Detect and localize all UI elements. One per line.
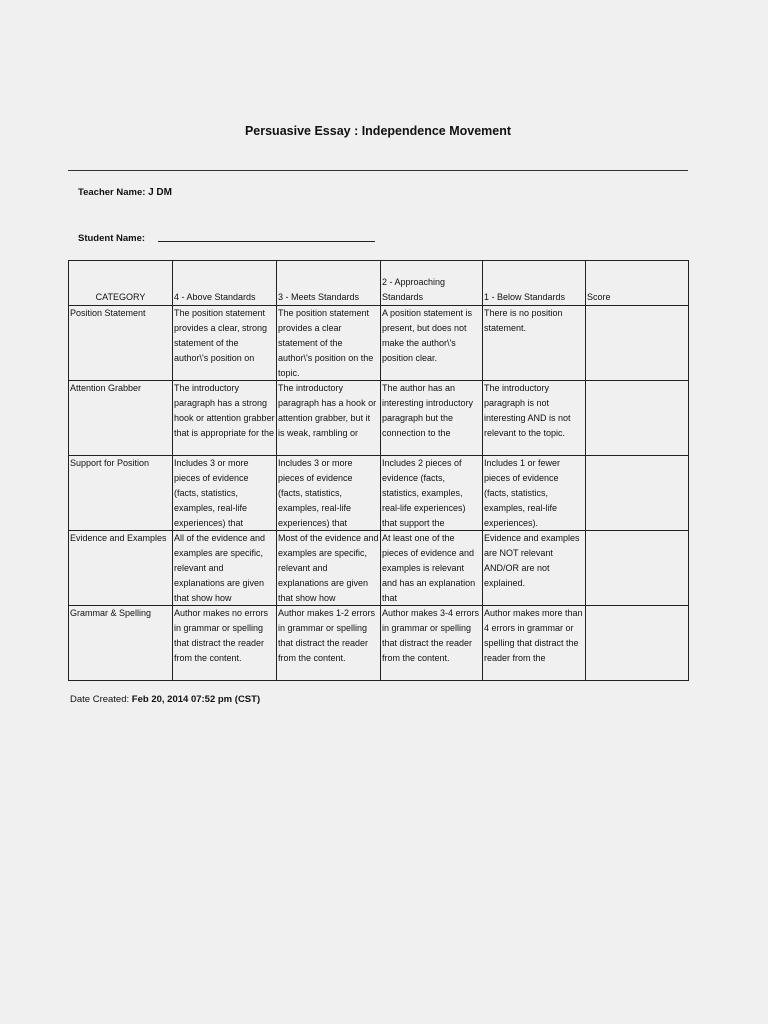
header-level-4: 4 - Above Standards (173, 261, 277, 306)
cell-score (586, 456, 689, 531)
cell-text: At least one of the pieces of evidence and examples is relevant and has an explanation that (382, 533, 476, 603)
cell-score (586, 606, 689, 681)
cell-text (587, 606, 687, 680)
cell-level-4 (173, 606, 277, 681)
table-row (69, 531, 689, 606)
teacher-name-field (78, 187, 172, 198)
table-row (69, 306, 689, 381)
cell-level-3 (277, 381, 381, 456)
cell-level-2 (381, 531, 483, 606)
rubric-table (68, 260, 689, 681)
cell-text: The author has an interesting introductory paragraph but the connection to the (382, 383, 474, 438)
cell-text: Author makes more than 4 errors in grammar or spelling that distract the reader from the (484, 608, 583, 663)
date-created-timezone: (CST) (234, 694, 261, 705)
cell-text: Position Statement (70, 308, 146, 318)
header-score: Score (586, 261, 689, 306)
cell-level-4 (173, 456, 277, 531)
cell-text: Author makes no errors in grammar or spelling that distract the reader from the content. (174, 608, 269, 663)
cell-text (587, 306, 687, 380)
teacher-name-value: J DM (148, 187, 172, 198)
cell-text: Attention Grabber (70, 383, 142, 393)
cell-text (587, 456, 687, 530)
header-level-3: 3 - Meets Standards (277, 261, 381, 306)
row-category (69, 606, 173, 681)
table-header-row (69, 261, 689, 306)
cell-text: Includes 1 or fewer pieces of evidence (facts, statistics, examples, real-life experiences). (484, 458, 561, 528)
cell-text (587, 531, 687, 605)
date-created (70, 694, 260, 705)
cell-text: The introductory paragraph has a hook or attention grabber, but it is weak, rambling or (278, 383, 377, 438)
cell-text: Includes 3 or more pieces of evidence (facts, statistics, examples, real-life experiences) that (278, 458, 353, 528)
teacher-name-label: Teacher Name: (78, 187, 146, 198)
header-level-2: 2 - Approaching Standards (381, 261, 483, 306)
row-category (69, 381, 173, 456)
table-row (69, 456, 689, 531)
table-row (69, 606, 689, 681)
student-name-line (158, 241, 375, 242)
cell-level-1 (483, 531, 586, 606)
cell-score (586, 306, 689, 381)
student-name-label: Student Name: (78, 233, 146, 244)
cell-text: Evidence and examples are NOT relevant AND/OR are not explained. (484, 533, 580, 588)
cell-text: Evidence and Examples (70, 533, 167, 543)
cell-level-3 (277, 531, 381, 606)
cell-text (587, 381, 687, 455)
cell-text: Author makes 3-4 errors in grammar or spelling that distract the reader from the content. (382, 608, 480, 663)
cell-level-3 (277, 606, 381, 681)
row-category (69, 306, 173, 381)
cell-text: The introductory paragraph is not interesting AND is not relevant to the topic. (484, 383, 571, 438)
cell-level-4 (173, 381, 277, 456)
cell-level-4 (173, 306, 277, 381)
row-category (69, 456, 173, 531)
cell-level-3 (277, 456, 381, 531)
cell-level-1 (483, 306, 586, 381)
cell-text: The position statement provides a clear, strong statement of the author\'s position on (174, 308, 268, 363)
cell-text: Support for Position (70, 458, 150, 468)
date-created-label: Date Created: (70, 694, 130, 705)
row-category (69, 531, 173, 606)
date-created-value: Feb 20, 2014 07:52 pm (131, 694, 233, 705)
cell-text: Includes 2 pieces of evidence (facts, statistics, examples, real-life experiences) that support the (382, 458, 466, 528)
document-title: Persuasive Essay : Independence Movement (244, 124, 512, 138)
cell-text: All of the evidence and examples are specific, relevant and explanations are given that show how (174, 533, 266, 603)
cell-text: Includes 3 or more pieces of evidence (facts, statistics, examples, real-life experiences) that (174, 458, 249, 528)
cell-level-1 (483, 606, 586, 681)
header-level-1: 1 - Below Standards (483, 261, 586, 306)
cell-text: There is no position statement. (484, 308, 563, 333)
cell-level-3 (277, 306, 381, 381)
cell-text: The position statement provides a clear statement of the author\'s position on the topic. (278, 308, 374, 378)
cell-level-2 (381, 456, 483, 531)
header-category: CATEGORY (69, 261, 173, 306)
cell-text: The introductory paragraph has a strong hook or attention grabber that is appropriate for the (174, 383, 275, 438)
cell-level-2 (381, 606, 483, 681)
cell-score (586, 531, 689, 606)
cell-level-1 (483, 456, 586, 531)
cell-text: A position statement is present, but does not make the author\'s position clear. (382, 308, 473, 363)
cell-text: Grammar & Spelling (70, 608, 152, 618)
cell-text: Most of the evidence and examples are specific, relevant and explanations are given that show how (278, 533, 379, 603)
cell-level-2 (381, 306, 483, 381)
title-divider (68, 170, 688, 171)
cell-score (586, 381, 689, 456)
cell-level-1 (483, 381, 586, 456)
cell-level-2 (381, 381, 483, 456)
cell-level-4 (173, 531, 277, 606)
cell-text: Author makes 1-2 errors in grammar or spelling that distract the reader from the content. (278, 608, 376, 663)
table-row (69, 381, 689, 456)
